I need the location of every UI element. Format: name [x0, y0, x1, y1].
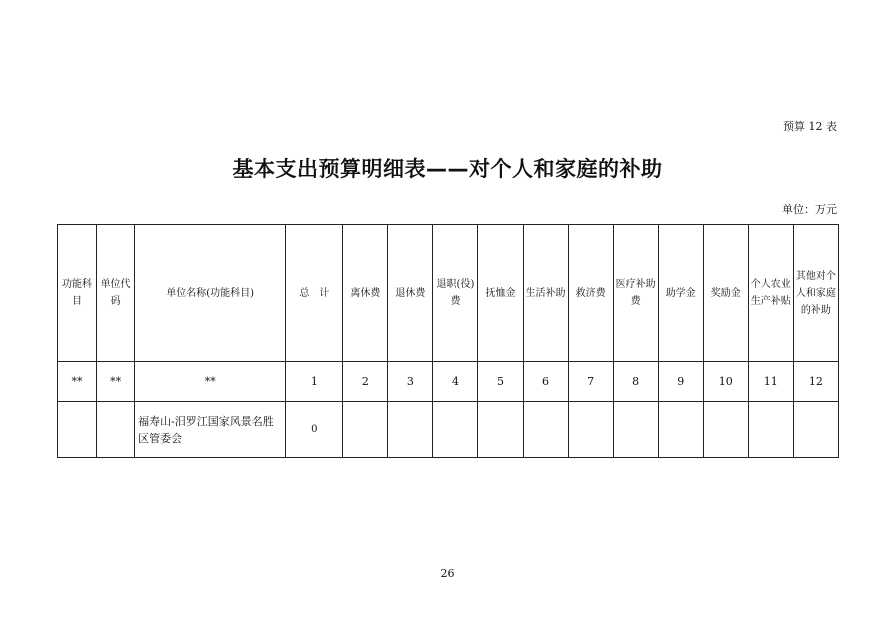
index-cell: 4 — [433, 362, 478, 402]
index-cell: 7 — [568, 362, 613, 402]
table-cell — [793, 402, 838, 458]
budget-table — [57, 224, 839, 458]
header-cell: 救济费 — [568, 225, 613, 362]
index-cell: 2 — [343, 362, 388, 402]
header-cell: 退职(役)费 — [433, 225, 478, 362]
table-cell — [658, 402, 703, 458]
header-cell: 生活补助 — [523, 225, 568, 362]
table-cell — [388, 402, 433, 458]
header-row — [58, 225, 839, 362]
unit-label: 单位：万元 — [782, 203, 837, 216]
table-number: 预算 12 表 — [783, 120, 837, 133]
index-cell: ** — [135, 362, 286, 402]
table-cell — [748, 402, 793, 458]
header-cell: 个人农业生产补贴 — [748, 225, 793, 362]
header-cell: 抚恤金 — [478, 225, 523, 362]
index-cell: ** — [97, 362, 135, 402]
header-cell: 总 计 — [286, 225, 343, 362]
index-cell: ** — [58, 362, 97, 402]
header-cell: 助学金 — [658, 225, 703, 362]
table-cell — [523, 402, 568, 458]
table-cell — [97, 402, 135, 458]
table-cell — [58, 402, 97, 458]
header-cell: 单位名称(功能科目) — [135, 225, 286, 362]
page-number: 26 — [440, 567, 455, 580]
index-row — [58, 362, 839, 402]
index-cell: 1 — [286, 362, 343, 402]
index-cell: 10 — [703, 362, 748, 402]
table-cell — [433, 402, 478, 458]
table-cell — [478, 402, 523, 458]
unit-name-cell: 福寿山-汨罗江国家风景名胜区管委会 — [135, 402, 286, 458]
header-cell: 其他对个人和家庭的补助 — [793, 225, 838, 362]
header-cell: 单位代码 — [97, 225, 135, 362]
index-cell: 9 — [658, 362, 703, 402]
header-cell: 功能科目 — [58, 225, 97, 362]
table-cell — [613, 402, 658, 458]
header-cell: 奖励金 — [703, 225, 748, 362]
header-cell: 离休费 — [343, 225, 388, 362]
header-cell: 医疗补助费 — [613, 225, 658, 362]
index-cell: 3 — [388, 362, 433, 402]
index-cell: 6 — [523, 362, 568, 402]
table-cell — [703, 402, 748, 458]
header-cell: 退休费 — [388, 225, 433, 362]
index-cell: 12 — [793, 362, 838, 402]
index-cell: 8 — [613, 362, 658, 402]
table-cell: 0 — [286, 402, 343, 458]
table-row — [58, 402, 839, 458]
table-cell — [343, 402, 388, 458]
index-cell: 5 — [478, 362, 523, 402]
index-cell: 11 — [748, 362, 793, 402]
page-title: 基本支出预算明细表——对个人和家庭的补助 — [232, 157, 663, 181]
table-cell — [568, 402, 613, 458]
